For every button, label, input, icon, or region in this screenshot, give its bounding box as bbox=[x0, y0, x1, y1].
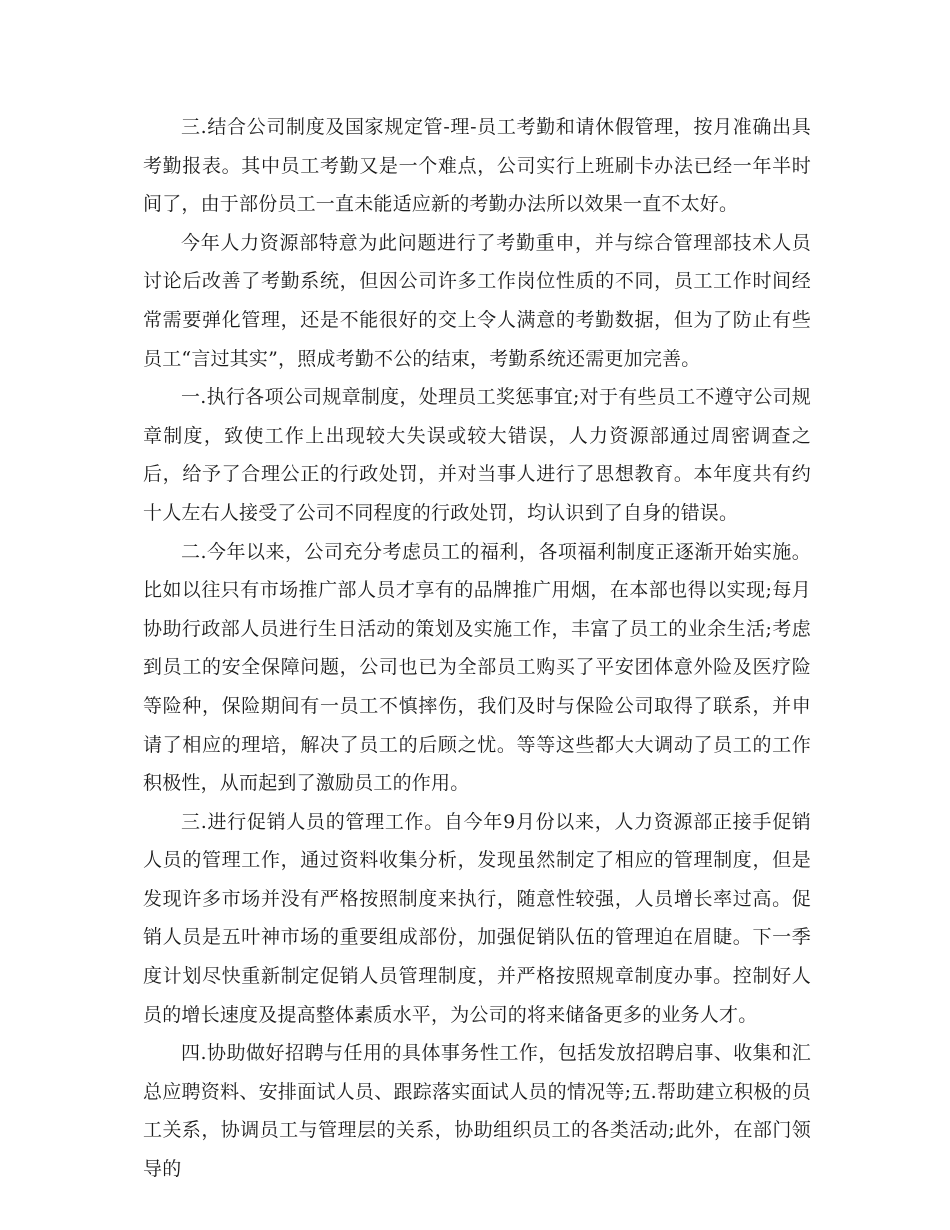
paragraph-rules-and-discipline: 一.执行各项公司规章制度，处理员工奖惩事宜;对于有些员工不遵守公司规章制度，致使工作上出现较大失误或较大错误，人力资源部通过周密调查之后，给予了合理公正的行政处罚，并对当事人进行了思想教育。本年度共有约十人左右人接受了公司不同程度的行政处罚，均认识到了自身的错误。 bbox=[143, 386, 811, 524]
document-body bbox=[143, 108, 811, 1189]
paragraph-attendance-system-improvement: 今年人力资源部特意为此问题进行了考勤重申，并与综合管理部技术人员讨论后改善了考勤系统，但因公司许多工作岗位性质的不同，员工工作时间经常需要弹化管理，还是不能很好的交上令人满意的考勤数据，但为了防止有些员工“言过其实”，照成考勤不公的结束，考勤系统还需更加完善。 bbox=[143, 231, 811, 370]
paragraph-promoter-management: 三.进行促销人员的管理工作。自今年9月份以来，人力资源部正接手促销人员的管理工作，通过资料收集分析，发现虽然制定了相应的管理制度，但是发现许多市场并没有严格按照制度来执行，随意性较强，人员增长率过高。促销人员是五叶神市场的重要组成部份，加强促销队伍的管理迫在眉睫。下一季度计划尽快重新制定促销人员管理制度，并严格按照规章制度办事。控制好人员的增长速度及提高整体素质水平，为公司的将来储备更多的业务人才。 bbox=[143, 810, 811, 1026]
paragraph-attendance-management: 三.结合公司制度及国家规定管-理-员工考勤和请休假管理，按月准确出具考勤报表。其中员工考勤又是一个难点，公司实行上班刷卡办法已经一年半时间了，由于部份员工一直未能适应新的考勤办法所以效果一直不太好。 bbox=[143, 116, 811, 216]
paragraph-employee-welfare: 二.今年以来，公司充分考虑员工的福利，各项福利制度正逐渐开始实施。比如以往只有市场推广部人员才享有的品牌推广用烟，在本部也得以实现;每月协助行政部人员进行生日活动的策划及实施工作，丰富了员工的业余生活;考虑到员工的安全保障问题，公司也已为全部员工购买了平安团体意外险及医疗险等险种，保险期间有一员工不慎摔伤，我们及时与保险公司取得了联系，并申请了相应的理培，解决了员工的后顾之忧。等等这些都大大调动了员工的工作积极性，从而起到了激励员工的作用。 bbox=[143, 540, 811, 795]
paragraph-recruitment-and-relations: 四.协助做好招聘与任用的具体事务性工作，包括发放招聘启事、收集和汇总应聘资料、安排面试人员、跟踪落实面试人员的情况等;五.帮助建立积极的员工关系，协调员工与管理层的关系，协助组织员工的各类活动;此外，在部门领导的 bbox=[143, 1042, 811, 1181]
